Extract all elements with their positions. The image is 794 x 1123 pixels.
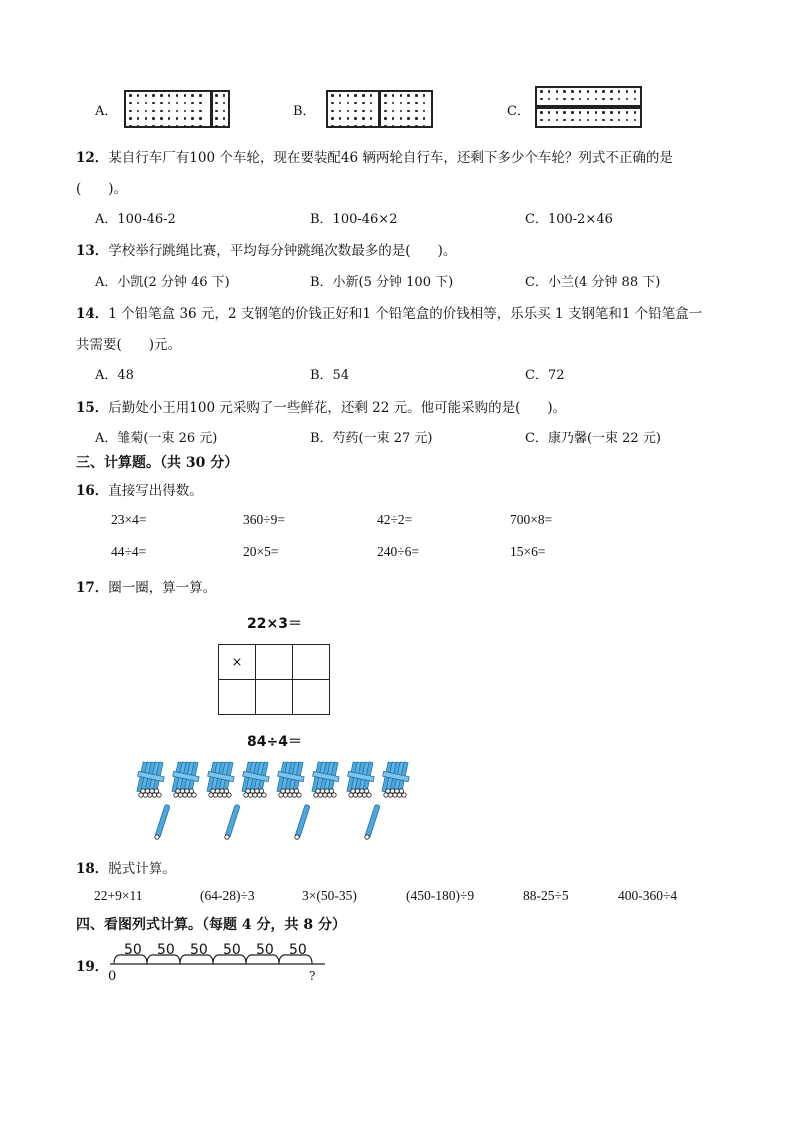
q13-option-b[interactable]: B．小新(5 分钟 100 下) xyxy=(310,275,454,290)
dot xyxy=(354,94,357,97)
dot xyxy=(168,117,171,120)
dot xyxy=(400,125,403,128)
q11-option-c-label: C． xyxy=(507,104,530,119)
dot xyxy=(370,117,373,120)
dot xyxy=(407,125,410,128)
q16-text: 直接写出得数。 xyxy=(108,483,203,499)
dot xyxy=(199,102,202,105)
dot xyxy=(563,119,566,122)
q11-option-c-dots-bottom xyxy=(540,111,636,121)
dot xyxy=(415,125,418,128)
dot xyxy=(610,119,613,122)
dot xyxy=(415,102,418,105)
dot xyxy=(354,117,357,120)
dot xyxy=(339,94,342,97)
q17-grid-cell[interactable] xyxy=(256,680,293,715)
q17-singles xyxy=(155,804,380,839)
dot xyxy=(184,125,187,128)
dot xyxy=(579,119,582,122)
dot xyxy=(571,98,574,101)
dot xyxy=(556,111,559,114)
dot xyxy=(392,102,395,105)
dot xyxy=(160,102,163,105)
dot xyxy=(145,117,148,120)
dot xyxy=(595,119,598,122)
dot xyxy=(423,117,426,120)
dot xyxy=(145,102,148,105)
dot xyxy=(199,117,202,120)
q12-option-b[interactable]: B．100-46×2 xyxy=(310,212,398,227)
dot xyxy=(354,110,357,113)
dot xyxy=(587,90,590,93)
dot xyxy=(400,94,403,97)
dot xyxy=(176,125,179,128)
q15-number: 15． xyxy=(76,400,109,416)
dot xyxy=(384,94,387,97)
dot xyxy=(137,117,140,120)
dot xyxy=(168,94,171,97)
dot xyxy=(160,125,163,128)
dot xyxy=(587,119,590,122)
q17-expr-2: 84÷4＝ xyxy=(247,734,302,750)
q19-label-1: 50 xyxy=(124,942,142,958)
dot xyxy=(548,90,551,93)
dot xyxy=(392,110,395,113)
dot xyxy=(362,117,365,120)
dot xyxy=(215,102,218,105)
q18-expr-6: 400-360÷4 xyxy=(618,888,678,903)
q14-option-c[interactable]: C．72 xyxy=(525,368,565,383)
dot xyxy=(168,125,171,128)
dot xyxy=(540,90,543,93)
q18-expr-3: 3×(50-35) xyxy=(302,888,357,903)
dot xyxy=(571,119,574,122)
dot xyxy=(199,110,202,113)
q13-text: 学校举行跳绳比赛，平均每分钟跳绳次数最多的是( )。 xyxy=(108,243,457,259)
dot xyxy=(331,110,334,113)
dot xyxy=(595,90,598,93)
dot xyxy=(362,125,365,128)
dot xyxy=(626,98,629,101)
dot xyxy=(595,98,598,101)
dot xyxy=(595,111,598,114)
dot xyxy=(370,94,373,97)
q17-expr-1: 22×3＝ xyxy=(247,616,302,632)
dot xyxy=(548,111,551,114)
dot xyxy=(423,102,426,105)
q18-number: 18． xyxy=(76,861,109,877)
dot xyxy=(339,102,342,105)
q17-number: 17． xyxy=(76,580,109,596)
dot xyxy=(137,110,140,113)
dot xyxy=(191,94,194,97)
q15-text: 后勤处小王用100 元采购了一些鲜花，还剩 22 元。他可能采购的是( )。 xyxy=(108,400,567,416)
dot xyxy=(191,102,194,105)
q17-grid-cell[interactable] xyxy=(293,680,330,715)
dot xyxy=(184,102,187,105)
dot xyxy=(610,98,613,101)
dot xyxy=(602,119,605,122)
q17-grid-cell[interactable] xyxy=(256,645,293,680)
q13-number: 13． xyxy=(76,243,109,259)
dot xyxy=(191,125,194,128)
dot xyxy=(145,125,148,128)
q12-text: 某自行车厂有100 个车轮，现在要装配46 辆两轮自行车，还剩下多少个车轮？列式不正确的是 xyxy=(108,150,673,166)
single-stick[interactable] xyxy=(155,804,170,839)
stick-bundle[interactable] xyxy=(207,762,234,797)
dot xyxy=(347,102,350,105)
q14-option-a[interactable]: A．48 xyxy=(95,368,134,383)
dot xyxy=(129,125,132,128)
dot xyxy=(331,117,334,120)
q19-label-3: 50 xyxy=(190,942,208,958)
dot xyxy=(223,110,226,113)
dot xyxy=(540,119,543,122)
dot xyxy=(168,102,171,105)
dot xyxy=(370,102,373,105)
dot xyxy=(137,125,140,128)
dot xyxy=(184,110,187,113)
dot xyxy=(415,117,418,120)
dot xyxy=(634,119,637,122)
q18-expr-1: 22+9×11 xyxy=(94,888,143,903)
section-3-title: 三、计算题。（共 30 分） xyxy=(76,455,239,471)
q13-option-a[interactable]: A．小凯(2 分钟 46 下) xyxy=(95,275,230,290)
dot xyxy=(626,90,629,93)
dot xyxy=(602,90,605,93)
dot xyxy=(571,111,574,114)
q14-text-line2: 共需要( )元。 xyxy=(76,337,182,353)
dot xyxy=(362,110,365,113)
dot xyxy=(556,119,559,122)
dot xyxy=(563,90,566,93)
section-4-title: 四、看图列式计算。（每题 4 分，共 8 分） xyxy=(76,917,346,933)
dot xyxy=(347,110,350,113)
dot xyxy=(610,111,613,114)
dot xyxy=(160,94,163,97)
q19-label-6: 50 xyxy=(289,942,307,958)
q12-number: 12． xyxy=(76,150,109,166)
stick-bundle[interactable] xyxy=(382,762,409,797)
dot xyxy=(354,125,357,128)
dot xyxy=(176,110,179,113)
q16-expr-6: 20×5= xyxy=(243,544,279,559)
dot xyxy=(384,102,387,105)
dot xyxy=(384,110,387,113)
dot xyxy=(152,94,155,97)
dot xyxy=(618,119,621,122)
dot xyxy=(602,98,605,101)
dot xyxy=(548,98,551,101)
dot xyxy=(137,102,140,105)
dot xyxy=(423,94,426,97)
dot xyxy=(392,125,395,128)
dot xyxy=(339,125,342,128)
q11-option-a-dots-small xyxy=(215,94,225,128)
q17-text: 圈一圈，算一算。 xyxy=(108,580,217,596)
single-stick[interactable] xyxy=(295,804,310,839)
q12-blank[interactable]: ( )。 xyxy=(76,181,128,197)
q18-expr-5: 88-25÷5 xyxy=(523,888,569,903)
q15-option-b[interactable]: B．芍药(一束 27 元) xyxy=(310,431,433,446)
dot xyxy=(223,117,226,120)
q16-expr-1: 23×4= xyxy=(111,512,147,527)
dot xyxy=(215,110,218,113)
dot xyxy=(626,111,629,114)
q19-label-2: 50 xyxy=(157,942,175,958)
dot xyxy=(610,90,613,93)
dot xyxy=(618,111,621,114)
dot xyxy=(129,94,132,97)
dot xyxy=(579,98,582,101)
dot xyxy=(160,117,163,120)
dot xyxy=(215,94,218,97)
q19-label-4: 50 xyxy=(223,942,241,958)
q17-grid-cell[interactable] xyxy=(293,645,330,680)
dot xyxy=(423,125,426,128)
dot xyxy=(400,102,403,105)
dot xyxy=(407,102,410,105)
dot xyxy=(602,111,605,114)
dot xyxy=(215,125,218,128)
q15-option-c[interactable]: C．康乃馨(一束 22 元) xyxy=(525,431,661,446)
dot xyxy=(384,117,387,120)
q17-grid-cell[interactable]: × xyxy=(219,645,256,680)
dot xyxy=(331,125,334,128)
q11-option-b-dots-right xyxy=(384,94,425,128)
q17-grid-cell[interactable] xyxy=(219,680,256,715)
dot xyxy=(618,90,621,93)
single-stick[interactable] xyxy=(225,804,240,839)
q18-text: 脱式计算。 xyxy=(108,861,176,877)
q19-label-5: 50 xyxy=(256,942,274,958)
dot xyxy=(556,98,559,101)
dot xyxy=(407,110,410,113)
dot xyxy=(563,98,566,101)
dot xyxy=(176,117,179,120)
dot xyxy=(634,98,637,101)
dot xyxy=(129,117,132,120)
q16-expr-8: 15×6= xyxy=(510,544,546,559)
dot xyxy=(370,110,373,113)
dot xyxy=(407,117,410,120)
dot xyxy=(579,111,582,114)
dot xyxy=(370,125,373,128)
dot xyxy=(347,125,350,128)
dot xyxy=(415,94,418,97)
dot xyxy=(199,94,202,97)
dot xyxy=(400,110,403,113)
dot xyxy=(634,111,637,114)
dot xyxy=(331,94,334,97)
q17-grid xyxy=(218,644,330,715)
dot xyxy=(199,125,202,128)
dot xyxy=(579,90,582,93)
dot xyxy=(339,110,342,113)
dot xyxy=(415,110,418,113)
dot xyxy=(362,102,365,105)
dot xyxy=(152,117,155,120)
dot xyxy=(223,102,226,105)
dot xyxy=(634,90,637,93)
dot xyxy=(152,110,155,113)
stick-bundle[interactable] xyxy=(312,762,339,797)
dot xyxy=(160,110,163,113)
dot xyxy=(347,117,350,120)
dot xyxy=(145,94,148,97)
dot xyxy=(331,102,334,105)
dot xyxy=(176,94,179,97)
dot xyxy=(152,125,155,128)
dot xyxy=(354,102,357,105)
dot xyxy=(587,111,590,114)
q15-option-a[interactable]: A．雏菊(一束 26 元) xyxy=(95,431,218,446)
stick-bundle[interactable] xyxy=(347,762,374,797)
dot xyxy=(184,94,187,97)
q18-expr-2: (64-28)÷3 xyxy=(200,888,255,903)
dot xyxy=(223,125,226,128)
dot xyxy=(587,98,590,101)
dot xyxy=(556,90,559,93)
q16-expr-2: 360÷9= xyxy=(243,512,286,527)
dot xyxy=(392,117,395,120)
q17-sticks-figure xyxy=(132,752,422,842)
q19-number: 19． xyxy=(76,959,109,975)
q11-option-b-dots-left xyxy=(331,94,372,128)
q16-expr-7: 240÷6= xyxy=(377,544,420,559)
dot xyxy=(129,102,132,105)
dot xyxy=(407,94,410,97)
dot xyxy=(137,94,140,97)
dot xyxy=(223,94,226,97)
dot xyxy=(347,94,350,97)
dot xyxy=(339,117,342,120)
q19-start-label: 0 xyxy=(108,969,117,984)
q14-number: 14． xyxy=(76,306,109,322)
q12-option-c[interactable]: C．100-2×46 xyxy=(525,212,613,227)
dot xyxy=(145,110,148,113)
dot xyxy=(571,90,574,93)
q18-expr-4: (450-180)÷9 xyxy=(406,888,475,903)
q16-expr-5: 44÷4= xyxy=(111,544,147,559)
stick-bundle[interactable] xyxy=(137,762,164,797)
q14-option-b[interactable]: B．54 xyxy=(310,368,350,383)
dot xyxy=(400,117,403,120)
dot xyxy=(423,110,426,113)
dot xyxy=(540,98,543,101)
dot xyxy=(548,119,551,122)
dot xyxy=(215,117,218,120)
dot xyxy=(626,119,629,122)
dot xyxy=(152,102,155,105)
dot xyxy=(392,94,395,97)
stick-bundle[interactable] xyxy=(277,762,304,797)
q11-option-b-label: B． xyxy=(293,104,316,119)
q11-option-a-label: A． xyxy=(95,104,118,119)
q16-expr-3: 42÷2= xyxy=(377,512,413,527)
dot xyxy=(362,94,365,97)
dot xyxy=(176,102,179,105)
dot xyxy=(384,125,387,128)
single-stick[interactable] xyxy=(365,804,380,839)
q14-text: 1 个铅笔盒 36 元，2 支钢笔的价钱正好和1 个铅笔盒的价钱相等，乐乐买 1 支钢笔和1 个铅笔盒一 xyxy=(108,306,703,322)
dot xyxy=(618,98,621,101)
dot xyxy=(184,117,187,120)
q19-end-label: ? xyxy=(309,969,316,983)
q12-option-a[interactable]: A．100-46-2 xyxy=(95,212,176,227)
q11-option-a-dots xyxy=(129,94,202,128)
stick-bundle[interactable] xyxy=(172,762,199,797)
stick-bundle[interactable] xyxy=(242,762,269,797)
q16-expr-4: 700×8= xyxy=(510,512,553,527)
dot xyxy=(168,110,171,113)
dot xyxy=(191,117,194,120)
q13-option-c[interactable]: C．小兰(4 分钟 88 下) xyxy=(525,275,661,290)
q17-bundles xyxy=(137,762,409,797)
dot xyxy=(563,111,566,114)
q11-option-c-dots-top xyxy=(540,90,636,100)
q16-number: 16． xyxy=(76,483,109,499)
dot xyxy=(129,110,132,113)
dot xyxy=(191,110,194,113)
dot xyxy=(540,111,543,114)
